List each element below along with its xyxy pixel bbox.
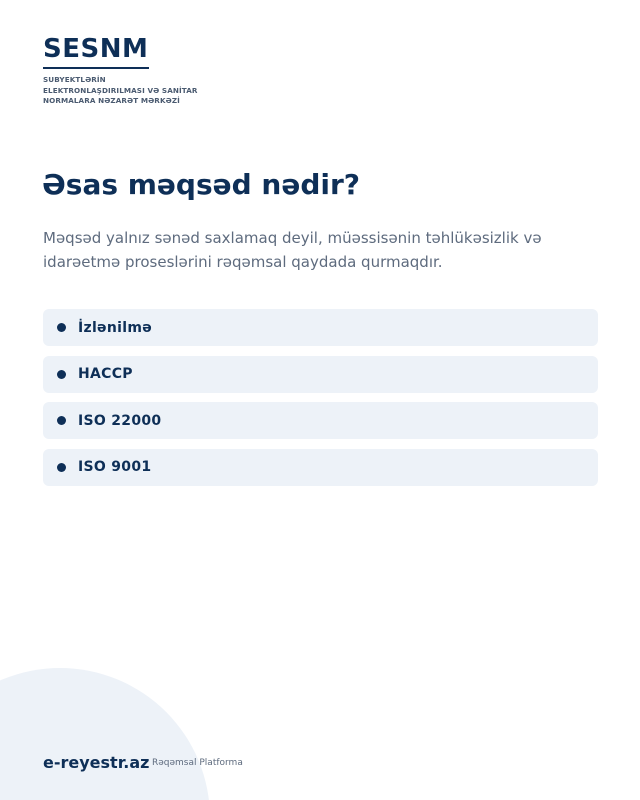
bullet-icon bbox=[57, 370, 66, 379]
logo-subtitle-line: NORMALARA NƏZARƏT MƏRKƏZİ bbox=[43, 96, 180, 105]
list-item-label: ISO 9001 bbox=[78, 459, 152, 475]
list-item bbox=[43, 356, 598, 393]
list-item-label: İzlənilmə bbox=[78, 319, 152, 336]
list-item-label: ISO 22000 bbox=[78, 412, 162, 429]
bullet-icon bbox=[57, 463, 66, 472]
list-item bbox=[43, 309, 598, 346]
lead-line: Məqsəd yalnız sənəd saxlamaq deyil, müəssisənin təhlükəsizlik və bbox=[43, 229, 542, 247]
bullet-icon bbox=[57, 416, 66, 425]
decorative-circle bbox=[0, 668, 210, 800]
page-title: Əsas məqsəd nədir? bbox=[42, 168, 361, 201]
logo-underline bbox=[43, 67, 149, 69]
list-item-label: HACCP bbox=[78, 366, 133, 382]
logo-subtitle bbox=[43, 75, 243, 107]
logo-subtitle-line: ELEKTRONLAŞDIRILMASI VƏ SANİTAR bbox=[43, 85, 198, 95]
footer-tagline: Rəqəmsal Platforma bbox=[152, 758, 243, 768]
logo: SESNM bbox=[43, 34, 149, 64]
logo-subtitle-line: SUBYEKTLƏRİN bbox=[43, 75, 106, 84]
feature-list bbox=[43, 309, 598, 495]
footer-brand: e-reyestr.az bbox=[43, 753, 150, 772]
bullet-icon bbox=[57, 323, 66, 332]
list-item bbox=[43, 449, 598, 486]
lead-line: idarəetmə proseslərini rəqəmsal qaydada qurmaqdır. bbox=[43, 253, 443, 271]
lead-paragraph bbox=[43, 226, 583, 274]
list-item bbox=[43, 402, 598, 439]
